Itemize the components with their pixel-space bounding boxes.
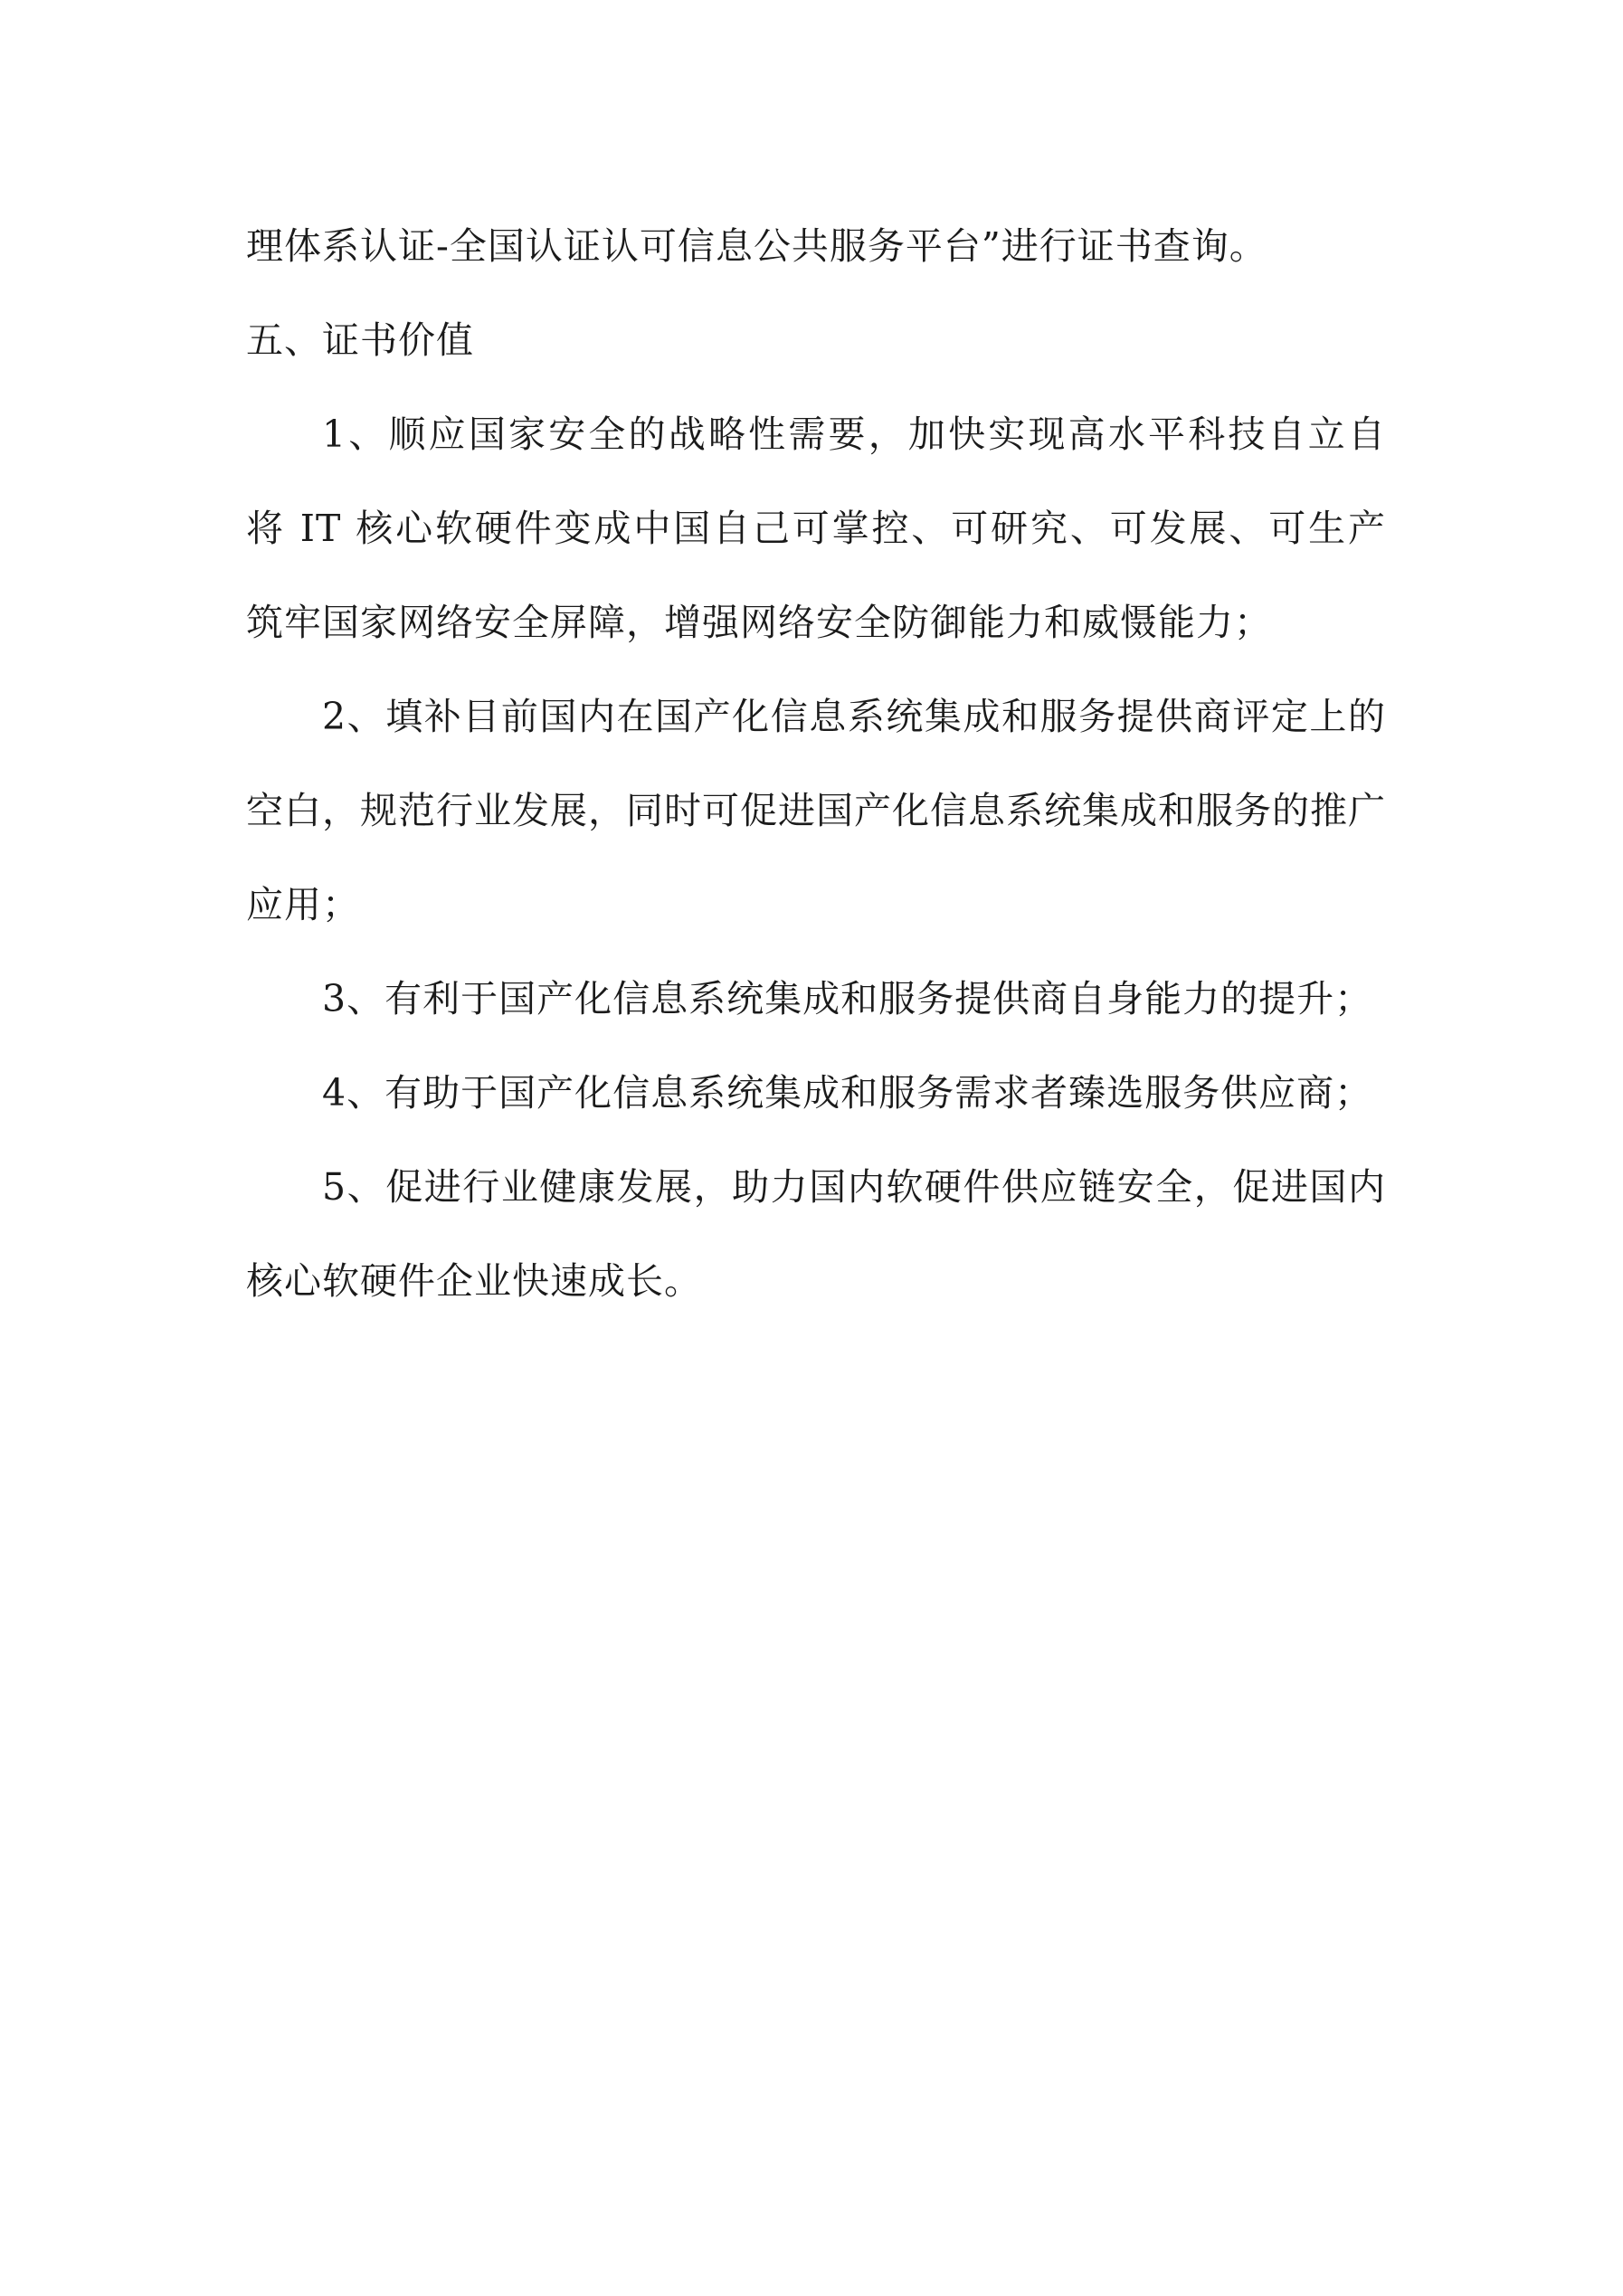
text-line-item-1-cont: 将 IT 核心软硬件变成中国自己可掌控、可研究、可发展、可生产 xyxy=(246,507,1386,550)
section-heading-certificate-value: 五、证书价值 xyxy=(246,318,474,362)
text-line-item-3: 3、有利于国产化信息系统集成和服务提供商自身能力的提升； xyxy=(322,977,1373,1020)
text-line-item-2-cont: 空白，规范行业发展，同时可促进国产化信息系统集成和服务的推广 xyxy=(246,789,1386,832)
text-line-item-4: 4、有助于国产化信息系统集成和服务需求者臻选服务供应商； xyxy=(322,1071,1373,1115)
text-line-continuation: 理体系认证-全国认证认可信息公共服务平台”进行证书查询。 xyxy=(246,224,1267,268)
text-line-item-5-end: 核心软硬件企业快速成长。 xyxy=(246,1259,702,1303)
text-line-item-2-start: 2、填补目前国内在国产化信息系统集成和服务提供商评定上的 xyxy=(322,695,1386,738)
document-body xyxy=(246,199,1386,1328)
text-line-item-1-start: 1、顺应国家安全的战略性需要，加快实现高水平科技自立自 xyxy=(322,413,1386,456)
text-line-item-1-end: 筑牢国家网络安全屏障，增强网络安全防御能力和威慑能力； xyxy=(246,601,1272,644)
text-line-item-5-start: 5、促进行业健康发展，助力国内软硬件供应链安全，促进国内 xyxy=(322,1165,1386,1209)
text-line-item-2-end: 应用； xyxy=(246,883,360,926)
